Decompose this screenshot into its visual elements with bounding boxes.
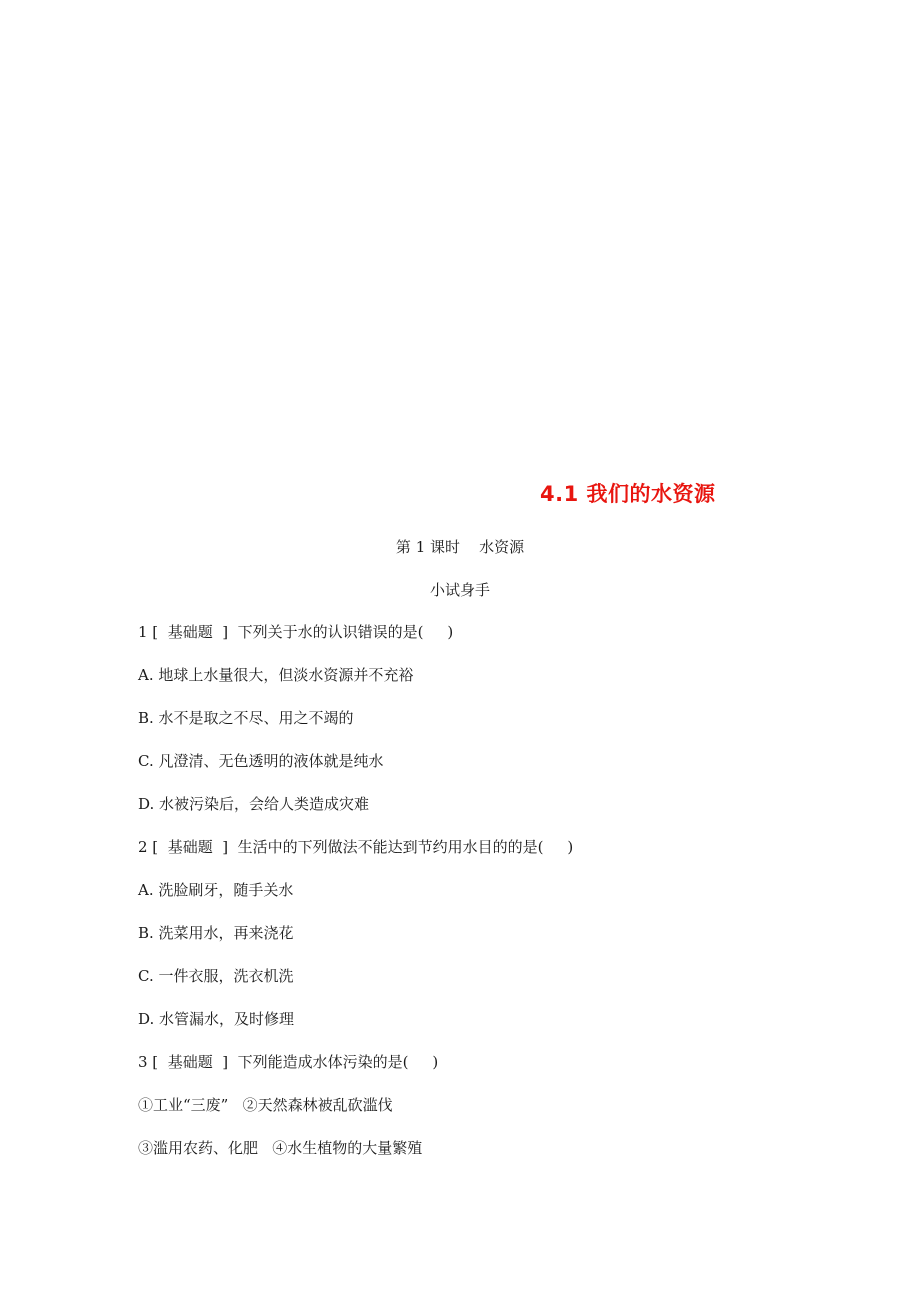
question-2-option-a: A. 洗脸刷牙，随手关水 (138, 881, 294, 899)
question-2-option-c: C. 一件衣服，洗衣机洗 (138, 967, 294, 985)
question-1-option-b: B. 水不是取之不尽、用之不竭的 (138, 709, 354, 727)
page-title: 4.1 我们的水资源 (540, 482, 716, 506)
question-3-choice-line-1: ①工业“三废” ②天然森林被乱砍滥伐 (138, 1096, 393, 1114)
question-1-option-c: C. 凡澄清、无色透明的液体就是纯水 (138, 752, 384, 770)
section-heading: 小试身手 (429, 581, 490, 599)
question-2-stem: 2 [ 基础题 ] 生活中的下列做法不能达到节约用水目的的是( ) (138, 838, 574, 856)
question-1-option-a: A. 地球上水量很大，但淡水资源并不充裕 (138, 666, 414, 684)
question-2-option-d: D. 水管漏水，及时修理 (138, 1010, 295, 1028)
question-1-stem: 1 [ 基础题 ] 下列关于水的认识错误的是( ) (138, 623, 454, 641)
question-3-stem: 3 [ 基础题 ] 下列能造成水体污染的是( ) (138, 1053, 439, 1071)
question-3-choice-line-2: ③滥用农药、化肥 ④水生植物的大量繁殖 (138, 1139, 423, 1157)
question-2-option-b: B. 洗菜用水，再来浇花 (138, 924, 294, 942)
question-1-option-d: D. 水被污染后，会给人类造成灾难 (138, 795, 370, 813)
lesson-subtitle: 第 1 课时 水资源 (395, 538, 525, 556)
